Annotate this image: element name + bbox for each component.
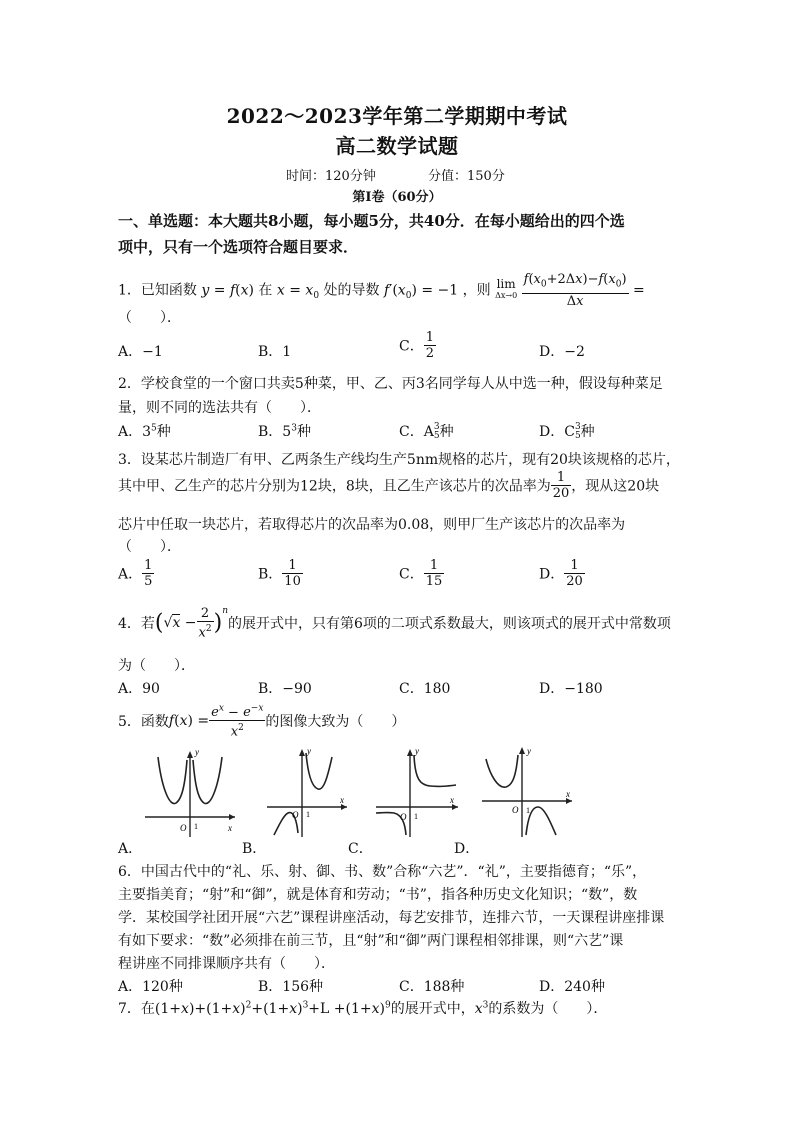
q1-option-c: C． $\frac{1}{2}$ (399, 330, 434, 361)
q3-option-b: B． $\frac{1}{10}$ (258, 558, 301, 589)
q3-option-d: D． $\frac{1}{20}$ (539, 558, 583, 589)
question-5: 5．函数f(x) = $\frac{e^x - e^{-x}}{x^2}$ 的图像大致为（ ） (118, 704, 406, 740)
question-2-line2: 量，则不同的选法共有（ ）． (118, 400, 321, 416)
exam-title: 2022～2023学年第二学期期中考试 (226, 104, 568, 128)
origin-label: O (400, 812, 407, 822)
exam-subtitle: 高二数学试题 (335, 134, 459, 158)
curve-right (193, 757, 222, 804)
q3-option-a: A． $\frac{1}{5}$ (118, 558, 153, 589)
question-1-blank: （ ）． (118, 310, 181, 326)
y-arrow-icon (187, 751, 193, 758)
origin-label: O (180, 823, 187, 833)
q4-option-a: A．90 (118, 681, 160, 697)
question-3-line1: 3．设某芯片制造厂有甲、乙两条生产线均生产5nm规格的芯片，现有20块该规格的芯片， (118, 452, 680, 468)
q6-option-b: B．156种 (258, 979, 324, 995)
exam-time: 时间：120分钟 (286, 169, 376, 184)
y-label: y (415, 746, 419, 756)
q1-option-b: B．1 (258, 344, 292, 360)
question-3-line4: （ ）． (118, 539, 181, 555)
question-4-line1: 4．若(√x − $\frac{2}{x^2}$ )$^n$的展开式中，只有第6项的二项式系数最大，则该项式的展开式中常数项 (118, 606, 671, 641)
x-label: x (450, 795, 454, 805)
origin-label: O (512, 805, 519, 815)
q2-option-d: D．C 3 5 种 (539, 422, 595, 441)
q4-option-d: D．−180 (539, 681, 603, 697)
q6-option-a: A．120种 (118, 979, 183, 995)
y-label: y (195, 747, 199, 757)
q1-option-d: D．−2 (539, 344, 585, 360)
y-arrow-icon (519, 747, 525, 754)
q5-option-a: A． (118, 841, 143, 857)
question-6-line5: 程讲座不同排课顺序共有（ ）． (118, 956, 335, 972)
q2-option-c: C．A 3 5 种 (399, 422, 454, 441)
q1-option-a: A．−1 (118, 344, 163, 360)
question-3-line3: 芯片中任取一块芯片，若取得芯片的次品率为0.08，则甲厂生产该芯片的次品率为 (118, 517, 626, 533)
q5-option-d: D． (454, 841, 480, 857)
question-1: 1．已知函数 y = f(x) 在 $x = x_0$ 处的导数 $f'(x_0) = -1$ ，则 lim Δx→0 $\frac{f(x_0+2\Delta x)-f(x_0)}{\Delta x}$ = (118, 272, 645, 309)
q4-option-c: C．180 (399, 681, 451, 697)
x-label: x (340, 795, 344, 805)
section-heading-line2: 项中，只有一个选项符合题目要求． (118, 238, 359, 256)
curve-right (526, 807, 556, 835)
section-heading-line1: 一、单选题：本大题共8小题，每小题5分，共40分．在每小题给出的四个选 (118, 212, 625, 230)
question-2-line1: 2．学校食堂的一个窗口共卖5种菜，甲、乙、丙3名同学每人从中选一种，假设每种菜足 (118, 376, 663, 392)
graph-option-a (140, 745, 240, 840)
curve-right (306, 753, 332, 789)
q5-option-c: C． (348, 841, 373, 857)
x-label: x (228, 823, 232, 833)
part-heading: 第Ⅰ卷（60分） (352, 190, 442, 205)
question-7: 7．在$(1+x)+(1+x)^2+(1+x)^3+L +(1+x)^9$的展开式中，$x^3$的系数为（ ）． (118, 1000, 608, 1017)
y-arrow-icon (299, 749, 305, 756)
y-arrow-icon (407, 749, 413, 756)
y-label: y (307, 746, 311, 756)
curve-left (486, 755, 518, 787)
q4-option-b: B．−90 (258, 681, 312, 697)
question-6-line4: 有如下要求：“数”必须排在前三节，且“射”和“御”两门课程相邻排课，则“六艺”课 (118, 933, 624, 949)
x-label: x (566, 789, 570, 799)
exam-score: 分值：150分 (428, 169, 505, 184)
graph-option-d (478, 745, 578, 840)
q6-option-d: D．240种 (539, 979, 605, 995)
question-6-line3: 学．某校国学社团开展“六艺”课程讲座活动，每艺安排节，连排六节，一天课程讲座排课 (118, 910, 665, 926)
q6-option-c: C．188种 (399, 979, 465, 995)
one-label: 1 (194, 822, 198, 831)
curve-right (414, 755, 456, 786)
one-label: 1 (306, 810, 310, 819)
x-arrow-icon (229, 814, 235, 820)
question-6-line2: 主要指美育；“射”和“御”，就是体育和劳动；“书”，指各种历史文化知识；“数”，数 (118, 887, 638, 903)
curve-left (158, 757, 187, 804)
q2-option-a: A．$3^5$种 (118, 423, 171, 440)
q2-option-b: B．$5^3$种 (258, 423, 311, 440)
y-label: y (527, 746, 531, 756)
one-label: 1 (526, 806, 530, 815)
origin-label: O (292, 810, 299, 820)
question-3-line2: 其中甲、乙生产的芯片分别为12块，8块，且乙生产该芯片的次品率为 $\frac{1}{20}$ ，现从这20块 (118, 470, 660, 501)
q3-option-c: C． $\frac{1}{15}$ (399, 558, 443, 589)
graph-option-c (372, 745, 462, 840)
question-6-line1: 6．中国古代中的“礼、乐、射、御、书、数”合称“六艺”．“礼”，主要指德育；“乐”， (118, 864, 647, 880)
question-4-line2: 为（ ）． (118, 658, 195, 674)
graph-option-b (262, 745, 352, 840)
q5-option-b: B． (242, 841, 267, 857)
one-label: 1 (414, 812, 418, 821)
